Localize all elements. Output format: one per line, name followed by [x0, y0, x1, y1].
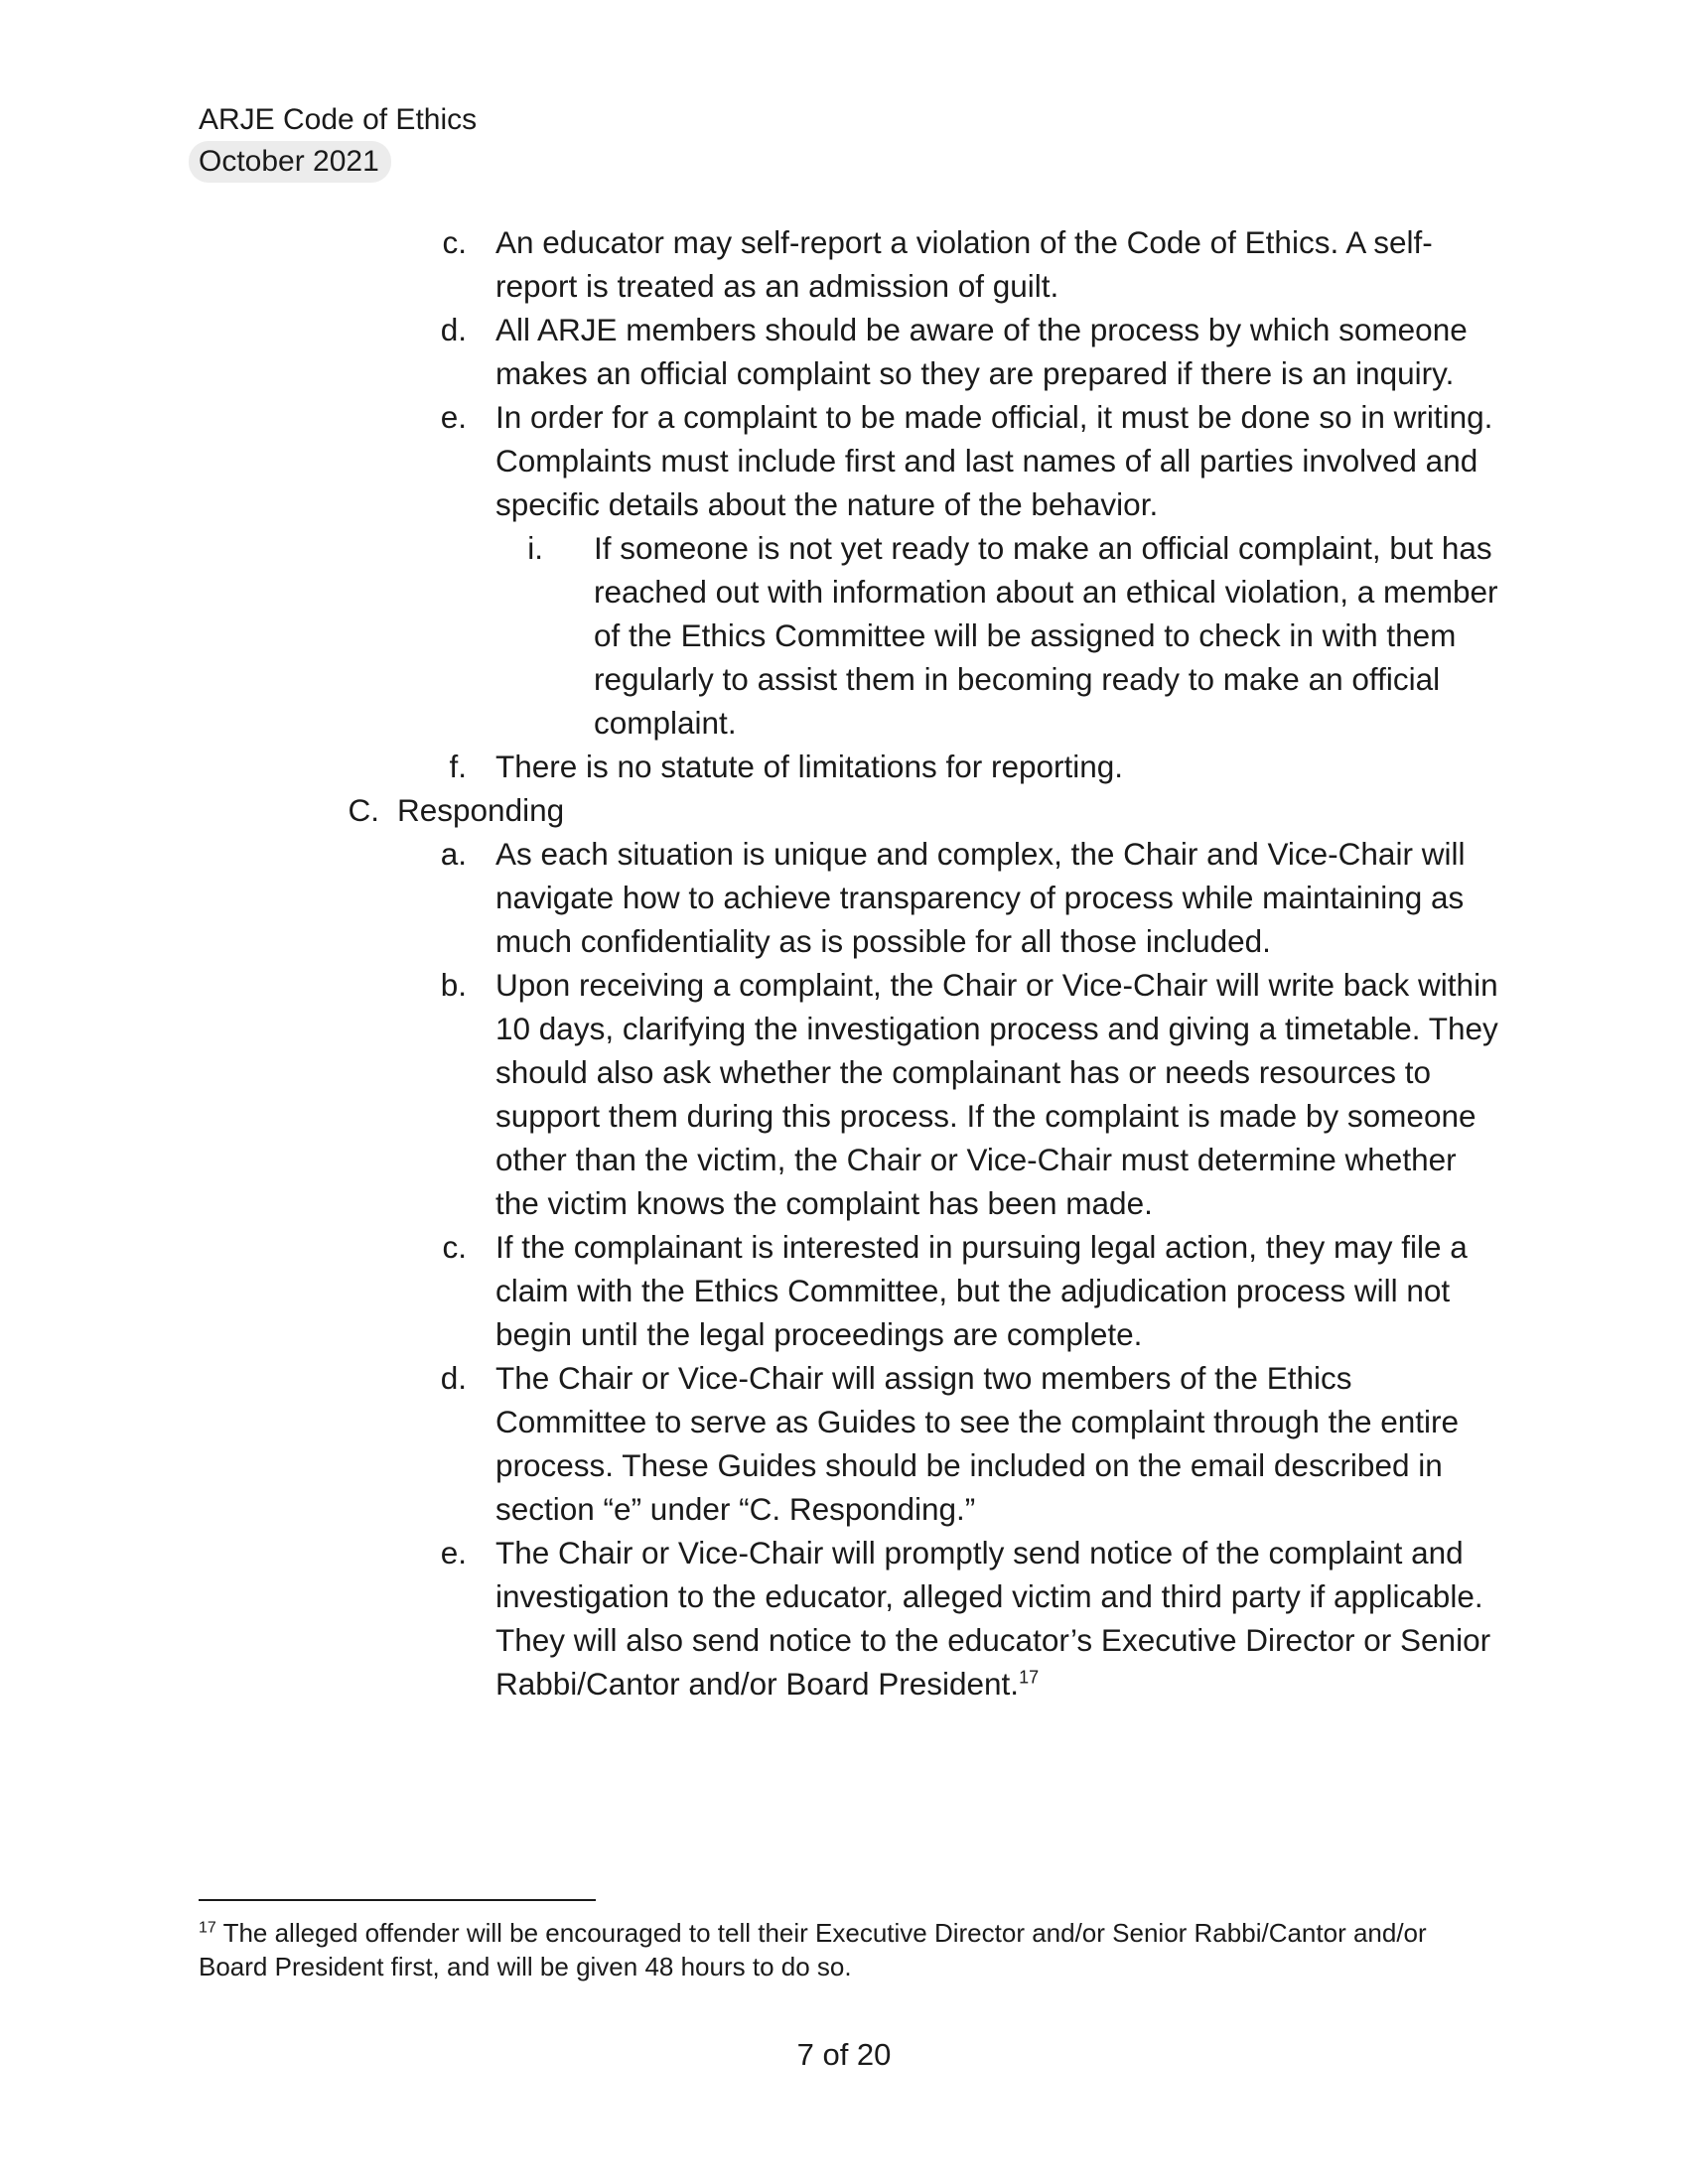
list-item	[0, 1225, 1688, 1356]
list-item-label: d.	[440, 312, 467, 347]
section-label: C.	[348, 792, 379, 828]
sub-list-item	[0, 526, 1688, 745]
section-title: Responding	[397, 792, 565, 828]
list-item-text: An educator may self-report a violation of the Code of Ethics. A self-report is treated as an admission of guilt.	[495, 224, 1433, 304]
list-item-text: All ARJE members should be aware of the process by which someone makes an official complaint so they are prepared if there is an inquiry.	[495, 312, 1468, 391]
section-heading	[0, 788, 1688, 832]
list-item	[0, 395, 1688, 526]
list-item-label: i.	[527, 530, 543, 566]
list-item-label: c.	[442, 1229, 467, 1265]
list-item-text-body: The Chair or Vice-Chair will promptly send notice of the complaint and investigation to the educator, alleged victim and third party if applicable. They will also send notice to the educator’s Executive Director or Senior Rabbi/Cantor and/or Board President.	[495, 1535, 1491, 1702]
footnote-text: The alleged offender will be encouraged to tell their Executive Director and/or Senior Rabbi/Cantor and/or Board President first, and will be given 48 hours to do so.	[199, 1918, 1427, 1981]
footnote	[199, 1916, 1489, 1983]
list-item	[0, 220, 1688, 308]
list-item-text: Upon receiving a complaint, the Chair or Vice-Chair will write back within 10 days, clarifying the investigation process and giving a timetable. They should also ask whether the complainant has or needs resources to support them during this process. If the complaint is made by someone other than the victim, the Chair or Vice-Chair must determine whether the victim knows the complaint has been made.	[495, 967, 1498, 1221]
list-item-label: c.	[442, 224, 467, 260]
footnote-reference[interactable]: 17	[1019, 1667, 1040, 1688]
list-item	[0, 1356, 1688, 1531]
document-title: ARJE Code of Ethics	[199, 103, 478, 136]
list-item-text: If the complainant is interested in pursuing legal action, they may file a claim with the Ethics Committee, but the adjudication process will not begin until the legal proceedings are complete.	[495, 1229, 1468, 1352]
footnote-number: 17	[199, 1919, 216, 1937]
list-item-text: The Chair or Vice-Chair will assign two members of the Ethics Committee to serve as Guides to see the complaint through the entire process. These Guides should be included on the email described in section “e” under “C. Responding.”	[495, 1360, 1460, 1527]
document-date: October 2021	[189, 141, 391, 183]
list-item-label: a.	[440, 836, 467, 872]
list-item-text: In order for a complaint to be made official, it must be done so in writing. Complaints must include first and last names of all parties involved and specific details about the nature of the behavior.	[495, 399, 1493, 522]
page-number: 7 of 20	[796, 2037, 892, 2072]
list-item-label: b.	[440, 967, 467, 1003]
list-item-text: As each situation is unique and complex, the Chair and Vice-Chair will navigate how to achieve transparency of process while maintaining as much confidentiality as is possible for all those included.	[495, 836, 1466, 959]
list-item-text	[495, 1531, 1498, 1706]
list-item	[0, 1531, 1688, 1706]
list-item-label: e.	[440, 1535, 467, 1570]
list-item	[0, 832, 1688, 963]
list-item	[0, 963, 1688, 1225]
list-item-text: If someone is not yet ready to make an official complaint, but has reached out with information about an ethical violation, a member of the Ethics Committee will be assigned to check in with them regularly to assist them in becoming ready to make an official complaint.	[594, 530, 1498, 741]
list-item-text: There is no statute of limitations for reporting.	[495, 749, 1124, 784]
footnote-divider	[199, 1899, 596, 1901]
list-item	[0, 745, 1688, 788]
list-item	[0, 308, 1688, 395]
page-header	[199, 99, 477, 183]
list-item-label: e.	[440, 399, 467, 435]
list-item-label: f.	[449, 749, 467, 784]
list-item-label: d.	[440, 1360, 467, 1396]
document-body	[0, 220, 1688, 1706]
